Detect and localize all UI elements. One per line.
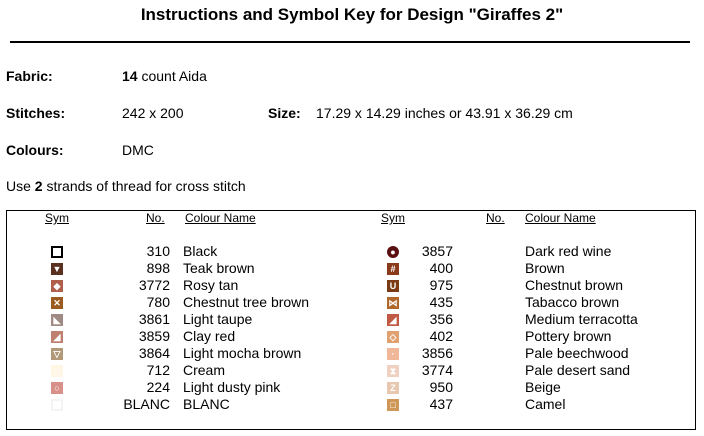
colours-row xyxy=(6,142,64,158)
fabric-label: Fabric: xyxy=(6,68,53,84)
dmc-number: 712 xyxy=(146,362,170,378)
diamond-outline-icon: ◇ xyxy=(387,331,399,343)
dmc-number: 3861 xyxy=(138,311,170,327)
header-no-left: No. xyxy=(146,211,165,225)
colour-name: Light taupe xyxy=(183,311,253,327)
key-row xyxy=(7,328,697,345)
key-row xyxy=(7,294,697,311)
fabric-count: 14 xyxy=(122,68,138,84)
dmc-number: 950 xyxy=(429,379,453,395)
dmc-number: 402 xyxy=(429,328,453,344)
colour-name: Clay red xyxy=(183,328,236,344)
bowtie-icon: ⋈ xyxy=(388,297,398,308)
dmc-number: 898 xyxy=(146,260,170,276)
cross-icon: ✕ xyxy=(51,297,63,309)
dmc-number: 3772 xyxy=(138,277,170,293)
strand-count: 2 xyxy=(34,178,43,194)
circle-outline-icon: ○ xyxy=(51,382,63,394)
colour-name: BLANC xyxy=(183,396,230,412)
dot-icon: · xyxy=(387,348,399,360)
dmc-number: 356 xyxy=(429,311,453,327)
colour-name: Teak brown xyxy=(183,260,255,276)
colour-name: Chestnut brown xyxy=(525,277,624,293)
diamond-icon: ◆ xyxy=(51,280,63,292)
dmc-number: BLANC xyxy=(123,396,170,412)
fabric-value xyxy=(122,68,207,84)
stitches-row xyxy=(6,105,65,121)
colour-name: Light dusty pink xyxy=(183,379,281,395)
header-name-left: Colour Name xyxy=(185,211,256,225)
triangle-outline-icon: ▽ xyxy=(51,348,63,360)
dmc-number: 400 xyxy=(429,260,453,276)
key-row xyxy=(7,345,697,362)
fabric-row xyxy=(6,68,53,84)
header-name-right: Colour Name xyxy=(525,211,596,225)
dmc-number: 435 xyxy=(429,294,453,310)
key-row xyxy=(7,379,697,396)
colour-name: Camel xyxy=(525,396,566,412)
dmc-number: 3859 xyxy=(138,328,170,344)
header-no-right: No. xyxy=(486,211,505,225)
triangle-corner-right-icon: ◢ xyxy=(51,331,63,343)
symbol-key-table xyxy=(6,210,696,430)
title-divider xyxy=(10,41,690,43)
header-sym-right: Sym xyxy=(381,211,405,225)
size-value: 17.29 x 14.29 inches or 43.91 x 36.29 cm xyxy=(316,105,573,121)
header-sym-left: Sym xyxy=(45,211,69,225)
colour-name: Light mocha brown xyxy=(183,345,302,361)
key-row xyxy=(7,260,697,277)
arch-icon: ∩ xyxy=(51,365,63,377)
dmc-number: 3856 xyxy=(421,345,453,361)
dmc-number: 780 xyxy=(146,294,170,310)
fabric-type: count Aida xyxy=(137,68,207,84)
colour-name: Medium terracotta xyxy=(525,311,638,327)
colour-name: Chestnut tree brown xyxy=(183,294,310,310)
key-row xyxy=(7,277,697,294)
dmc-number: 224 xyxy=(146,379,170,395)
colours-label: Colours: xyxy=(6,142,64,158)
colour-name: Beige xyxy=(525,379,561,395)
z-icon: Z xyxy=(387,382,399,394)
triangle-down-icon: ▼ xyxy=(52,263,62,274)
dmc-number: 3864 xyxy=(138,345,170,361)
stitches-value: 242 x 200 xyxy=(122,105,184,121)
colour-name: Black xyxy=(183,243,218,259)
key-row xyxy=(7,362,697,379)
colour-name: Rosy tan xyxy=(183,277,239,293)
triangle-corner-icon: ◣ xyxy=(51,314,63,326)
dmc-number: 975 xyxy=(429,277,453,293)
stitches-label: Stitches: xyxy=(6,105,66,121)
page-title: Instructions and Symbol Key for Design "Giraffes 2" xyxy=(140,5,564,24)
size-label: Size: xyxy=(268,105,301,121)
triangle-corner-right-icon: ◢ xyxy=(387,314,399,326)
dmc-number: 310 xyxy=(146,243,170,259)
dmc-number: 3774 xyxy=(421,362,453,378)
key-row xyxy=(7,396,697,413)
u-shape-icon: U xyxy=(387,280,399,292)
key-row xyxy=(7,311,697,328)
hash-icon: # xyxy=(387,263,399,275)
square-inner-icon: □ xyxy=(387,399,399,411)
dmc-number: 3857 xyxy=(421,243,453,259)
colour-name: Dark red wine xyxy=(525,243,612,259)
colour-name: Pottery brown xyxy=(525,328,612,344)
hourglass-icon: ⧗ xyxy=(387,365,399,377)
colour-name: Tabacco brown xyxy=(525,294,620,310)
colour-name: Brown xyxy=(525,260,565,276)
strand-instructions: Use 2 strands of thread for cross stitch xyxy=(6,178,246,194)
filled-circle-icon: ● xyxy=(387,246,399,258)
colour-name: Cream xyxy=(183,362,226,378)
dmc-number: 437 xyxy=(429,396,453,412)
colour-name: Pale beechwood xyxy=(525,345,629,361)
colours-value: DMC xyxy=(122,142,154,158)
size-row xyxy=(268,105,301,121)
colour-name: Pale desert sand xyxy=(525,362,631,378)
key-row xyxy=(7,243,697,260)
